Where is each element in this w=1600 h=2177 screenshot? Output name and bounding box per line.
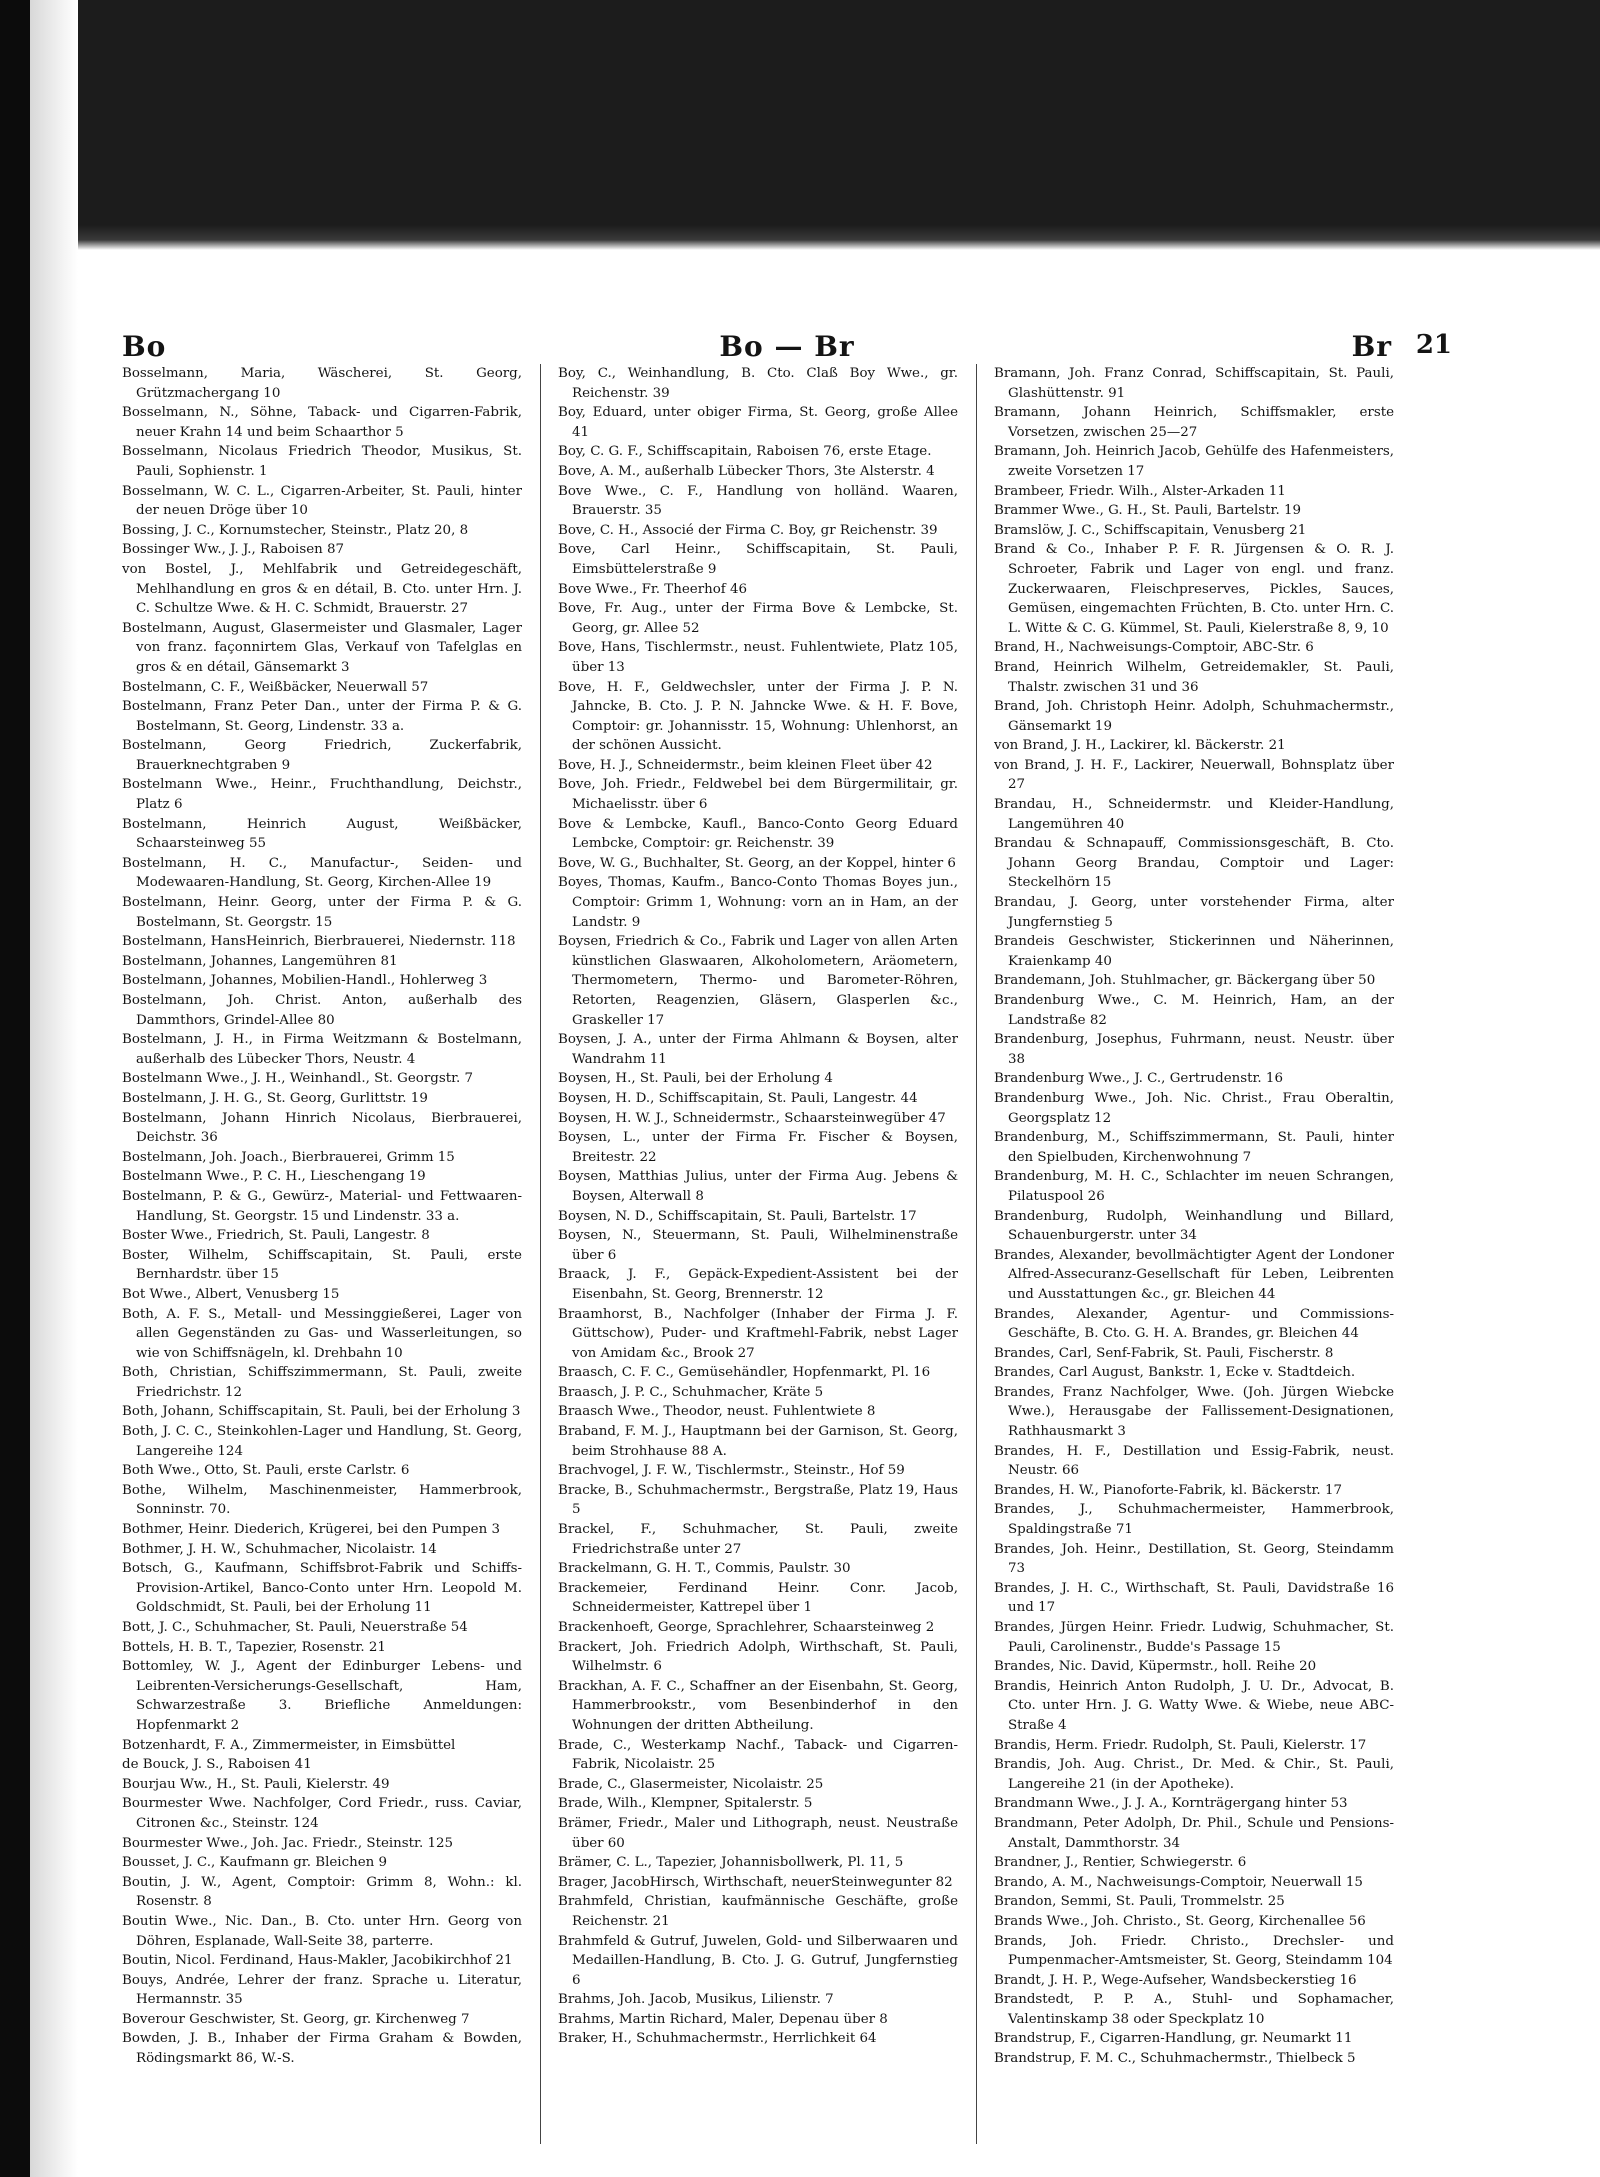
directory-entry: Bosselmann, Maria, Wäscherei, St. Georg, Grützmachergang 10: [122, 366, 522, 401]
directory-entry: Braasch, C. F. C., Gemüsehändler, Hopfenmarkt, Pl. 16: [558, 1365, 931, 1381]
directory-entry: Bostelmann Wwe., J. H., Weinhandl., St. Georgstr. 7: [122, 1071, 474, 1087]
directory-entry: Brandes, Carl, Senf-Fabrik, St. Pauli, Fischerstr. 8: [994, 1345, 1334, 1361]
directory-entry: Bove, A. M., außerhalb Lübecker Thors, 3te Alsterstr. 4: [558, 463, 935, 479]
directory-entry: Brand & Co., Inhaber P. F. R. Jürgensen & O. R. J. Schroeter, Fabrik und Lager von engl. und franz. Zuckerwaaren, Fleischpreserves, Pickles, Sauces, Gemüsen, eingemachten Früchten, B. Cto. unter Hrn. C. L. Witte & C. G. Kümmel, St. Pauli, Kielerstraße 8, 9, 10: [994, 542, 1394, 636]
directory-entry: Bottels, H. B. T., Tapezier, Rosenstr. 21: [122, 1639, 386, 1655]
directory-entry: Braasch Wwe., Theodor, neust. Fuhlentwiete 8: [558, 1404, 876, 1420]
directory-entry: Bove, H. J., Schneidermstr., beim kleinen Fleet über 42: [558, 757, 933, 773]
directory-entry: Brandemann, Joh. Stuhlmacher, gr. Bäckergang über 50: [994, 973, 1376, 989]
directory-entry: Brandau & Schnapauff, Commissionsgeschäft, B. Cto. Johann Georg Brandau, Comptoir und Lager: Steckelhörn 15: [994, 836, 1394, 891]
directory-entry: Brands, Joh. Friedr. Christo., Drechsler- und Pumpenmacher-Amtsmeister, St. Georg, Steindamm 104: [994, 1933, 1394, 1969]
directory-entry: Brackemeier, Ferdinand Heinr. Conr. Jacob, Schneidermeister, Kattrepel über 1: [558, 1580, 958, 1616]
directory-entry: de Bouck, J. S., Raboisen 41: [122, 1757, 312, 1773]
directory-entry: Bove Wwe., Fr. Theerhof 46: [558, 581, 748, 597]
directory-entry: Brandes, H. F., Destillation und Essig-Fabrik, neust. Neustr. 66: [994, 1443, 1394, 1479]
directory-entry: Bove, C. H., Associé der Firma C. Boy, gr Reichenstr. 39: [558, 522, 938, 538]
directory-entry: Bostelmann, Johannes, Langemühren 81: [122, 953, 398, 969]
directory-entry: Brade, Wilh., Klempner, Spitalerstr. 5: [558, 1796, 813, 1812]
directory-entry: Brandenburg Wwe., Joh. Nic. Christ., Frau Oberaltin, Georgsplatz 12: [994, 1090, 1394, 1126]
directory-entry: Bostelmann, Johann Hinrich Nicolaus, Bierbrauerei, Deichstr. 36: [122, 1110, 522, 1146]
directory-entry: Bove, W. G., Buchhalter, St. Georg, an der Koppel, hinter 6: [558, 855, 956, 871]
page-number: 21: [1415, 330, 1452, 360]
directory-entry: Bourmester Wwe. Nachfolger, Cord Friedr., russ. Caviar, Citronen &c., Steinstr. 124: [122, 1796, 522, 1831]
directory-entry: Brandmann, Peter Adolph, Dr. Phil., Schule und Pensions-Anstalt, Dammthorstr. 34: [994, 1815, 1394, 1851]
directory-entry: Brandeis Geschwister, Stickerinnen und Näherinnen, Kraienkamp 40: [994, 934, 1394, 969]
directory-entry: Bostelmann, Georg Friedrich, Zuckerfabrik, Brauerknechtgraben 9: [122, 738, 522, 773]
page-edge: [30, 0, 78, 2177]
directory-entry: Brandes, J. H. C., Wirthschaft, St. Pauli, Davidstraße 16 und 17: [994, 1580, 1394, 1616]
directory-entry: Brade, C., Glasermeister, Nicolaistr. 25: [558, 1776, 824, 1792]
directory-entry: Bostelmann, Joh. Joach., Bierbrauerei, Grimm 15: [122, 1149, 455, 1165]
directory-entry: Boysen, H. D., Schiffscapitain, St. Pauli, Langestr. 44: [558, 1090, 918, 1106]
directory-entry: Bostelmann, C. F., Weißbäcker, Neuerwall 57: [122, 679, 429, 695]
directory-entry: Boysen, H., St. Pauli, bei der Erholung 4: [558, 1071, 833, 1087]
directory-entry: Botsch, G., Kaufmann, Schiffsbrot-Fabrik und Schiffs-Provision-Artikel, Banco-Conto unter Hrn. Leopold M. Goldschmidt, St. Pauli, bei der Erholung 11: [122, 1561, 522, 1616]
directory-entry: Bossinger Ww., J. J., Raboisen 87: [122, 542, 345, 558]
directory-entry: Brandenburg, Josephus, Fuhrmann, neust. Neustr. über 38: [994, 1032, 1394, 1067]
directory-entry: Boysen, Matthias Julius, unter der Firma Aug. Jebens & Boysen, Alterwall 8: [558, 1169, 958, 1204]
directory-entry: Brandenburg, M. H. C., Schlachter im neuen Schrangen, Pilatuspool 26: [994, 1169, 1394, 1204]
directory-entry: Bostelmann, Franz Peter Dan., unter der Firma P. & G. Bostelmann, St. Georg, Lindenstr. 33 a.: [122, 699, 522, 734]
directory-entry: Brandes, Joh. Heinr., Destillation, St. Georg, Steindamm 73: [994, 1541, 1394, 1577]
directory-entry: Both, Johann, Schiffscapitain, St. Pauli, bei der Erholung 3: [122, 1404, 521, 1420]
directory-entry: Brandner, J., Rentier, Schwiegerstr. 6: [994, 1855, 1247, 1871]
directory-entry: Brandes, Alexander, bevollmächtigter Agent der Londoner Alfred-Assecuranz-Gesellschaft für Leben, Leibrenten und Ausstattungen &c., gr. Bleichen 44: [994, 1247, 1394, 1302]
directory-entry: Boy, Eduard, unter obiger Firma, St. Georg, große Allee 41: [558, 405, 958, 440]
directory-entry: Bostelmann, Johannes, Mobilien-Handl., Hohlerweg 3: [122, 973, 488, 989]
directory-entry: Brahms, Joh. Jacob, Musikus, Lilienstr. 7: [558, 1992, 834, 2008]
directory-entry: Braker, H., Schuhmachermstr., Herrlichkeit 64: [558, 2031, 877, 2047]
directory-entry: Brandis, Herm. Friedr. Rudolph, St. Pauli, Kielerstr. 17: [994, 1737, 1367, 1753]
directory-entry: Brandes, H. W., Pianoforte-Fabrik, kl. Bäckerstr. 17: [994, 1482, 1342, 1498]
directory-entry: Brammer Wwe., G. H., St. Pauli, Bartelstr. 19: [994, 503, 1302, 519]
directory-entry: Brand, Heinrich Wilhelm, Getreidemakler, St. Pauli, Thalstr. zwischen 31 und 36: [994, 659, 1394, 695]
binding-shadow: [0, 0, 30, 2177]
directory-entry: Bosselmann, W. C. L., Cigarren-Arbeiter, St. Pauli, hinter der neuen Dröge über 10: [122, 483, 522, 519]
directory-entry: Bousset, J. C., Kaufmann gr. Bleichen 9: [122, 1855, 388, 1871]
directory-entry: Bosselmann, N., Söhne, Taback- und Cigarren-Fabrik, neuer Krahn 14 und beim Schaarthor 5: [122, 405, 522, 440]
directory-entry: Bove & Lembcke, Kaufl., Banco-Conto Georg Eduard Lembcke, Comptoir: gr. Reichenstr. 39: [558, 816, 958, 852]
directory-entry: Both, A. F. S., Metall- und Messinggießerei, Lager von allen Gegenständen zu Gas- und Wasserleitungen, so wie von Schiffsnägeln, kl. Drehbahn 10: [122, 1306, 522, 1361]
directory-entry: Brandis, Joh. Aug. Christ., Dr. Med. & Chir., St. Pauli, Langereihe 21 (in der Apotheke).: [994, 1757, 1394, 1792]
directory-entry: Brandes, Carl August, Bankstr. 1, Ecke v. Stadtdeich.: [994, 1365, 1356, 1381]
directory-entry: Boutin, Nicol. Ferdinand, Haus-Makler, Jacobikirchhof 21: [122, 1953, 513, 1969]
directory-entry: Bot Wwe., Albert, Venusberg 15: [122, 1286, 340, 1302]
directory-entry: Boy, C. G. F., Schiffscapitain, Raboisen 76, erste Etage.: [558, 444, 932, 460]
directory-entry: Boy, C., Weinhandlung, B. Cto. Claß Boy Wwe., gr. Reichenstr. 39: [558, 366, 958, 401]
directory-entry: Brackenhoeft, George, Sprachlehrer, Schaarsteinweg 2: [558, 1620, 935, 1635]
directory-entry: Brandau, H., Schneidermstr. und Kleider-Handlung, Langemühren 40: [994, 797, 1394, 832]
directory-entry: Bowden, J. B., Inhaber der Firma Graham & Bowden, Rödingsmarkt 86, W.-S.: [122, 2031, 522, 2067]
directory-entry: Bostelmann, J. H., in Firma Weitzmann & Bostelmann, außerhalb des Lübecker Thors, Neustr. 4: [122, 1032, 522, 1067]
page-margin: [1506, 250, 1600, 2177]
directory-entry: Bove Wwe., C. F., Handlung von holländ. Waaren, Brauerstr. 35: [558, 483, 958, 519]
directory-entry: Bostelmann, HansHeinrich, Bierbrauerei, Niedernstr. 118: [122, 934, 516, 950]
directory-entry: Bouys, Andrée, Lehrer der franz. Sprache u. Literatur, Hermannstr. 35: [122, 1972, 522, 2008]
directory-entry: Brandon, Semmi, St. Pauli, Trommelstr. 25: [994, 1894, 1285, 1910]
directory-entry: Braack, J. F., Gepäck-Expedient-Assistent bei der Eisenbahn, St. Georg, Brennerstr. 12: [558, 1267, 958, 1302]
directory-entry: Bostelmann Wwe., P. C. H., Lieschengang 19: [122, 1169, 426, 1185]
directory-entry: Brandes, Jürgen Heinr. Friedr. Ludwig, Schuhmacher, St. Pauli, Carolinenstr., Budde's Passage 15: [994, 1620, 1394, 1655]
directory-entry: Bourjau Ww., H., St. Pauli, Kielerstr. 49: [122, 1776, 390, 1792]
directory-entry: Brackert, Joh. Friedrich Adolph, Wirthschaft, St. Pauli, Wilhelmstr. 6: [558, 1639, 958, 1675]
directory-entry: Brahmfeld & Gutruf, Juwelen, Gold- und Silberwaaren und Medaillen-Handlung, B. Cto. J. G. Gutruf, Jungfernstieg 6: [558, 1933, 958, 1988]
directory-entry: Brämer, C. L., Tapezier, Johannisbollwerk, Pl. 11, 5: [558, 1855, 904, 1871]
directory-entry: Boysen, J. A., unter der Firma Ahlmann & Boysen, alter Wandrahm 11: [558, 1032, 958, 1067]
directory-entry: Bove, Carl Heinr., Schiffscapitain, St. Pauli, Eimsbüttelerstraße 9: [558, 542, 958, 577]
directory-entry: Bourmester Wwe., Joh. Jac. Friedr., Steinstr. 125: [122, 1835, 454, 1851]
directory-entry: Brandstrup, F. M. C., Schuhmachermstr., Thielbeck 5: [994, 2051, 1356, 2067]
column-divider: [976, 364, 977, 2144]
directory-entry: Brandenburg Wwe., C. M. Heinrich, Ham, an der Landstraße 82: [994, 993, 1394, 1028]
directory-entry: Bramann, Johann Heinrich, Schiffsmakler, erste Vorsetzen, zwischen 25—27: [994, 405, 1394, 440]
directory-entry: Bothmer, J. H. W., Schuhmacher, Nicolaistr. 14: [122, 1541, 437, 1557]
directory-entry: Braasch, J. P. C., Schuhmacher, Kräte 5: [558, 1384, 824, 1400]
directory-entry: Botzenhardt, F. A., Zimmermeister, in Eimsbüttel: [122, 1737, 456, 1753]
directory-entry: Brando, A. M., Nachweisungs-Comptoir, Neuerwall 15: [994, 1874, 1363, 1890]
directory-entry: von Bostel, J., Mehlfabrik und Getreidegeschäft, Mehlhandlung en gros & en détail, B. Cto. unter Hrn. J. C. Schultze Wwe. & H. C. Schmidt, Brauerstr. 27: [122, 561, 522, 617]
directory-entry: Bostelmann, Joh. Christ. Anton, außerhalb des Dammthors, Grindel-Allee 80: [122, 993, 522, 1028]
directory-entry: Brachvogel, J. F. W., Tischlermstr., Steinstr., Hof 59: [558, 1463, 905, 1479]
column-middle: [558, 364, 958, 2144]
directory-entry: Braamhorst, B., Nachfolger (Inhaber der Firma J. F. Güttschow), Puder- und Kraftmehl-Fabrik, nebst Lager von Amidam &c., Brook 27: [558, 1306, 958, 1361]
column-divider: [540, 364, 541, 2144]
directory-entry: Bostelmann, H. C., Manufactur-, Seiden- und Modewaaren-Handlung, St. Georg, Kirchen-Allee 19: [122, 855, 522, 891]
directory-entry: Brahmfeld, Christian, kaufmännische Geschäfte, große Reichenstr. 21: [558, 1894, 958, 1929]
directory-entry: Brandau, J. Georg, unter vorstehender Firma, alter Jungfernstieg 5: [994, 895, 1394, 930]
directory-entry: Brandes, Nic. David, Küpermstr., holl. Reihe 20: [994, 1659, 1317, 1675]
directory-entry: Bramann, Joh. Franz Conrad, Schiffscapitain, St. Pauli, Glashüttenstr. 91: [994, 366, 1394, 401]
directory-entry: Bramann, Joh. Heinrich Jacob, Gehülfe des Hafenmeisters, zweite Vorsetzen 17: [994, 444, 1394, 479]
directory-entry: Boyes, Thomas, Kaufm., Banco-Conto Thomas Boyes jun., Comptoir: Grimm 1, Wohnung: vorn an in Ham, an der Landstr. 9: [558, 875, 958, 930]
directory-entry: Boutin Wwe., Nic. Dan., B. Cto. unter Hrn. Georg von Döhren, Esplanade, Wall-Seite 38, parterre.: [122, 1913, 522, 1949]
directory-entry: Brandes, J., Schuhmachermeister, Hammerbrook, Spaldingstraße 71: [994, 1502, 1394, 1538]
directory-entry: Boysen, L., unter der Firma Fr. Fischer & Boysen, Breitestr. 22: [558, 1130, 958, 1165]
directory-entry: Brandmann Wwe., J. J. A., Kornträgergang hinter 53: [994, 1796, 1348, 1812]
directory-entry: Bove, Joh. Friedr., Feldwebel bei dem Bürgermilitair, gr. Michaelisstr. über 6: [558, 777, 958, 813]
directory-entry: Brambeer, Friedr. Wilh., Alster-Arkaden 11: [994, 483, 1286, 499]
column-right: [994, 364, 1394, 2144]
directory-entry: Brandes, Alexander, Agentur- und Commissions-Geschäfte, B. Cto. G. H. A. Brandes, gr. Bleichen 44: [994, 1306, 1394, 1342]
directory-entry: Bostelmann, J. H. G., St. Georg, Gurlittstr. 19: [122, 1090, 428, 1106]
directory-entry: Brämer, Friedr., Maler und Lithograph, neust. Neustraße über 60: [558, 1815, 958, 1851]
directory-entry: Bove, H. F., Geldwechsler, unter der Firma J. P. N. Jahncke, B. Cto. J. P. N. Jahncke Wwe. & H. F. Bove, Comptoir: gr. Johannisstr. 15, Wohnung: Uhlenhorst, an der schönen Aussicht.: [558, 679, 958, 754]
directory-entry: Brade, C., Westerkamp Nachf., Taback- und Cigarren-Fabrik, Nicolaistr. 25: [558, 1737, 958, 1773]
header-right: Br: [1351, 330, 1392, 363]
directory-entry: Brandstrup, F., Cigarren-Handlung, gr. Neumarkt 11: [994, 2031, 1353, 2047]
directory-entry: Brager, JacobHirsch, Wirthschaft, neuerSteinwegunter 82: [558, 1874, 953, 1890]
directory-entry: Brands Wwe., Joh. Christo., St. Georg, Kirchenallee 56: [994, 1913, 1366, 1929]
directory-entry: Bramslöw, J. C., Schiffscapitain, Venusberg 21: [994, 522, 1307, 538]
directory-entry: Bosselmann, Nicolaus Friedrich Theodor, Musikus, St. Pauli, Sophienstr. 1: [122, 444, 522, 479]
directory-entry: Brandenburg, Rudolph, Weinhandlung und Billard, Schauenburgerstr. unter 34: [994, 1208, 1394, 1244]
directory-entry: Both, J. C. C., Steinkohlen-Lager und Handlung, St. Georg, Langereihe 124: [122, 1424, 522, 1459]
directory-entry: Brand, H., Nachweisungs-Comptoir, ABC-Str. 6: [994, 640, 1314, 656]
directory-entry: Bove, Hans, Tischlermstr., neust. Fuhlentwiete, Platz 105, über 13: [558, 640, 958, 675]
directory-entry: Bove, Fr. Aug., unter der Firma Bove & Lembcke, St. Georg, gr. Allee 52: [558, 601, 958, 636]
directory-entry: Boster, Wilhelm, Schiffscapitain, St. Pauli, erste Bernhardstr. über 15: [122, 1247, 522, 1283]
directory-entry: Boysen, N. D., Schiffscapitain, St. Pauli, Bartelstr. 17: [558, 1208, 917, 1224]
directory-entry: Brandt, J. H. P., Wege-Aufseher, Wandsbeckerstieg 16: [994, 1972, 1357, 1988]
directory-entry: Bostelmann, P. & G., Gewürz-, Material- und Fettwaaren-Handlung, St. Georgstr. 15 und Lindenstr. 33 a.: [122, 1188, 522, 1224]
header-left: Bo: [122, 330, 167, 363]
directory-entry: Bostelmann, August, Glasermeister und Glasmaler, Lager von franz. façonnirtem Glas, Verkauf von Tafelglas en gros & en détail, Gänsemarkt 3: [122, 620, 522, 675]
directory-entry: Bostelmann Wwe., Heinr., Fruchthandlung, Deichstr., Platz 6: [122, 777, 522, 813]
header-center: Bo — Br: [719, 330, 855, 363]
directory-entry: Brackel, F., Schuhmacher, St. Pauli, zweite Friedrichstraße unter 27: [558, 1522, 958, 1557]
directory-entry: Both, Christian, Schiffszimmermann, St. Pauli, zweite Friedrichstr. 12: [122, 1365, 522, 1400]
scan-border: [78, 0, 1600, 250]
directory-entry: Bothe, Wilhelm, Maschinenmeister, Hammerbrook, Sonninstr. 70.: [122, 1482, 522, 1518]
directory-entry: Brackhan, A. F. C., Schaffner an der Eisenbahn, St. Georg, Hammerbrookstr., vom Besenbinderhof in den Wohnungen der dritten Abtheilung.: [558, 1678, 958, 1733]
directory-entry: Brandstedt, P. P. A., Stuhl- und Sophamacher, Valentinskamp 38 oder Speckplatz 10: [994, 1992, 1394, 2027]
directory-entry: Boutin, J. W., Agent, Comptoir: Grimm 8, Wohn.: kl. Rosenstr. 8: [122, 1874, 522, 1910]
directory-entry: Bothmer, Heinr. Diederich, Krügerei, bei den Pumpen 3: [122, 1522, 500, 1538]
entry-columns: [122, 364, 1442, 2144]
directory-entry: Bott, J. C., Schuhmacher, St. Pauli, Neuerstraße 54: [122, 1620, 468, 1635]
directory-entry: Bottomley, W. J., Agent der Edinburger Lebens- und Leibrenten-Versicherungs-Gesellschaft, Ham, Schwarzestraße 3. Briefliche Anmeldungen: Hopfenmarkt 2: [122, 1659, 522, 1733]
directory-entry: Brahms, Martin Richard, Maler, Depenau über 8: [558, 2011, 888, 2027]
directory-entry: Brand, Joh. Christoph Heinr. Adolph, Schuhmachermstr., Gänsemarkt 19: [994, 699, 1394, 734]
directory-entry: Brandenburg, M., Schiffszimmermann, St. Pauli, hinter den Spielbuden, Kirchenwohnung 7: [994, 1130, 1394, 1165]
directory-entry: Both Wwe., Otto, St. Pauli, erste Carlstr. 6: [122, 1463, 410, 1479]
directory-entry: Bossing, J. C., Kornumstecher, Steinstr., Platz 20, 8: [122, 522, 469, 538]
directory-entry: Bracke, B., Schuhmachermstr., Bergstraße, Platz 19, Haus 5: [558, 1482, 958, 1518]
directory-entry: Boysen, H. W. J., Schneidermstr., Schaarsteinwegüber 47: [558, 1110, 946, 1126]
directory-entry: Boysen, N., Steuermann, St. Pauli, Wilhelminenstraße über 6: [558, 1228, 958, 1263]
directory-entry: von Brand, J. H. F., Lackirer, Neuerwall, Bohnsplatz über 27: [994, 757, 1394, 793]
directory-page: [86, 250, 1506, 2170]
column-left: [122, 364, 522, 2144]
directory-entry: Boverour Geschwister, St. Georg, gr. Kirchenweg 7: [122, 2011, 470, 2027]
directory-entry: Brandes, Franz Nachfolger, Wwe. (Joh. Jürgen Wiebcke Wwe.), Herausgabe der Fallissement-Designationen, Rathhausmarkt 3: [994, 1384, 1394, 1440]
directory-entry: Bostelmann, Heinr. Georg, unter der Firma P. & G. Bostelmann, St. Georgstr. 15: [122, 895, 522, 930]
directory-entry: Boster Wwe., Friedrich, St. Pauli, Langestr. 8: [122, 1228, 430, 1244]
directory-entry: Braband, F. M. J., Hauptmann bei der Garnison, St. Georg, beim Strohhause 88 A.: [558, 1424, 958, 1459]
directory-entry: Bostelmann, Heinrich August, Weißbäcker, Schaarsteinweg 55: [122, 816, 522, 852]
directory-entry: Brackelmann, G. H. T., Commis, Paulstr. 30: [558, 1561, 851, 1577]
directory-entry: Brandis, Heinrich Anton Rudolph, J. U. Dr., Advocat, B. Cto. unter Hrn. J. G. Watty Wwe. & Wiebe, neue ABC-Straße 4: [994, 1678, 1394, 1733]
directory-entry: Brandenburg Wwe., J. C., Gertrudenstr. 16: [994, 1071, 1283, 1087]
directory-entry: Boysen, Friedrich & Co., Fabrik und Lager von allen Arten künstlichen Glaswaaren, Alkoholometern, Aräometern, Thermometern, Thermo- und Barometer-Röhren, Retorten, Reagenzien, Gläsern, Glasperlen &c., Graskeller 17: [558, 934, 958, 1028]
directory-entry: von Brand, J. H., Lackirer, kl. Bäckerstr. 21: [994, 738, 1286, 754]
